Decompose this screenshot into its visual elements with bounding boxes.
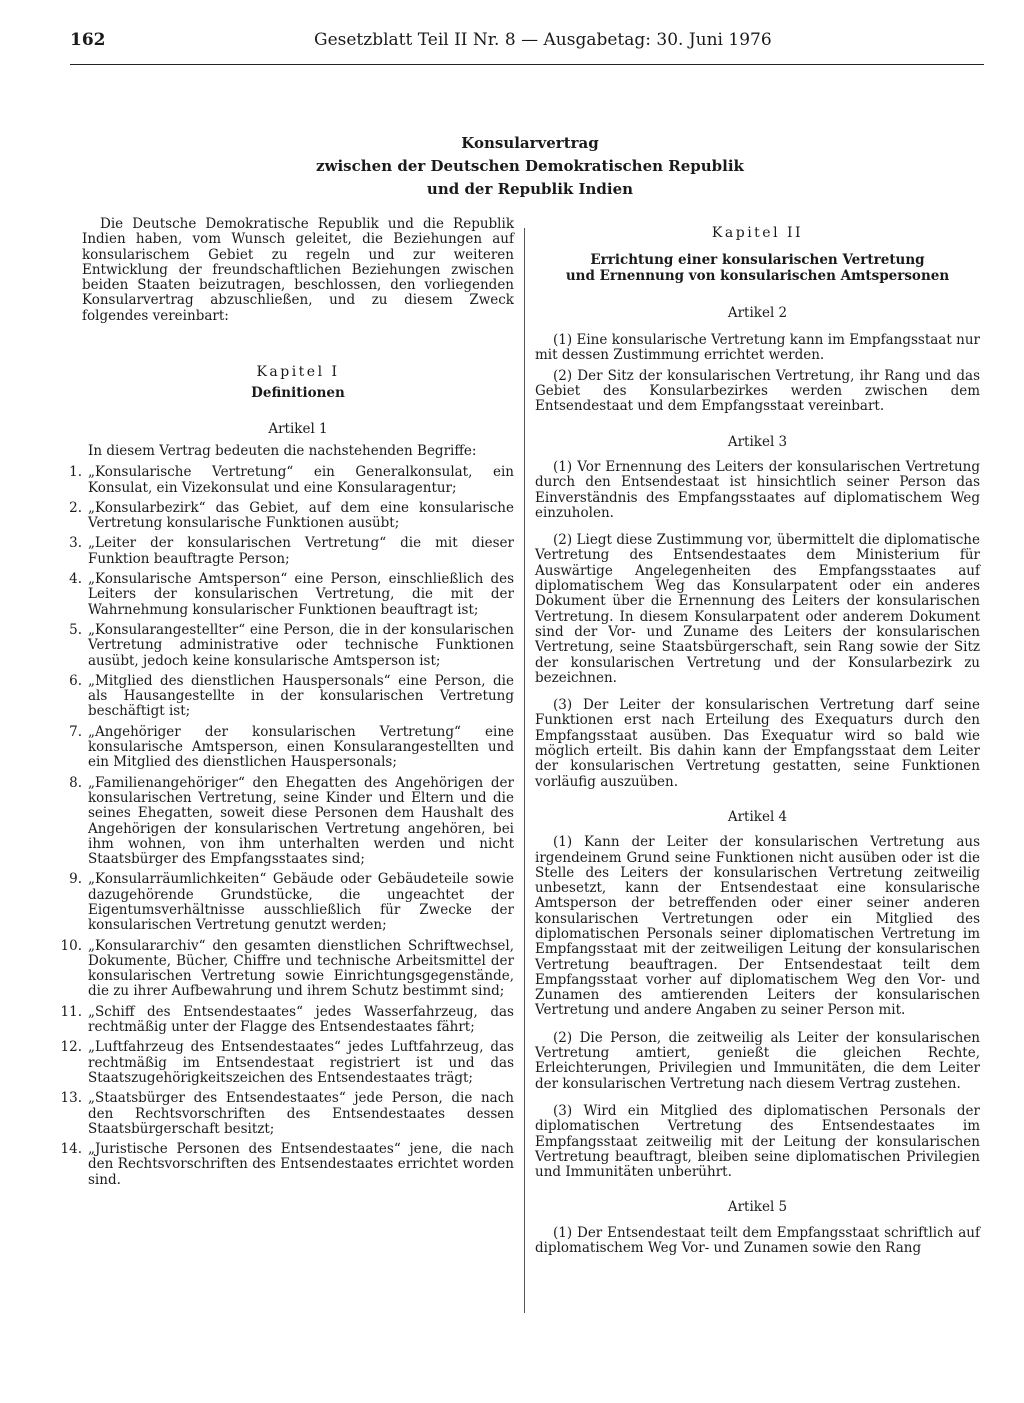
definition-number: 3. (69, 535, 82, 552)
definition-item (69, 621, 514, 669)
title-line-3: und der Republik Indien (426, 180, 634, 198)
running-title: Gesetzblatt Teil II Nr. 8 — Ausgabetag: 30. Juni 1976 (314, 30, 772, 50)
definition-item (60, 1039, 514, 1086)
definition-text: „Familienangehöriger“ den Ehegatten des Angehörigen der konsularischen Vertretung, seine Kinder und Eltern und die seines Ehegatten, soweit diese Personen dem Haushalt des Angehörigen der konsularischen Vertretung angehören, bei ihm wohnen, von ihm unterhalten werden und nicht Staatsbürger des Empfangsstaates sind; (88, 774, 514, 868)
title-line-2: zwischen der Deutschen Demokratischen Republik (316, 157, 744, 175)
article-3-para-2: (2) Liegt diese Zustimmung vor, übermittelt die diplomatische Vertretung des Entsendestaates dem Ministerium für Auswärtige Angelegenheiten des Empfangsstaates auf diplomatischem Weg das Konsularpatent oder ein anderes Dokument über die Ernennung des Leiters der konsularischen Vertretung. In diesem Konsularpatent oder anderem Dokument sind der Vor- und Zuname des Leiters der konsularischen Vertretung, seine Staatsbürgerschaft, sein Rang sowie der Sitz der konsularischen Vertretung und der Konsularbezirk zu bezeichnen. (535, 532, 980, 686)
definition-item (69, 499, 514, 532)
article-2-para-2: (2) Der Sitz der konsularischen Vertretung, ihr Rang und das Gebiet des Konsularbezirkes werden zwischen dem Entsendestaat und dem Empfangsstaat vereinbart. (535, 367, 980, 415)
definition-number: 2. (69, 499, 82, 516)
definition-number: 7. (69, 723, 82, 740)
definition-number: 9. (69, 871, 82, 888)
definition-item (69, 672, 514, 720)
article-5-heading: Artikel 5 (727, 1199, 788, 1216)
definition-item (60, 937, 514, 1000)
title-line-1: Konsularvertrag (461, 134, 599, 152)
article-2-para-1: (1) Eine konsularische Vertretung kann im Empfangsstaat nur mit dessen Zustimmung errichtet werden. (535, 332, 980, 364)
definition-item (60, 1090, 514, 1137)
definitions-list (60, 464, 514, 1188)
chapter-2-label: Kapitel II (711, 225, 804, 241)
article-5-para-1: (1) Der Entsendestaat teilt dem Empfangsstaat schriftlich auf diplomatischem Weg Vor- und Zunamen sowie den Rang (535, 1224, 980, 1257)
page-number: 162 (70, 30, 106, 50)
article-3-para-3: (3) Der Leiter der konsularischen Vertretung darf seine Funktionen erst nach Erteilung des Exequaturs durch den Empfangsstaat ausüben. Das Exequatur wird so bald wie möglich erteilt. Bis dahin kann der Empfangsstaat dem Leiter der konsularischen Vertretung gestatten, seine Funktionen vorläufig auszuüben. (535, 697, 980, 790)
article-2-heading: Artikel 2 (727, 304, 788, 321)
chapter-1-title: Definitionen (251, 385, 345, 402)
definition-item (69, 871, 514, 934)
chapter-2-title-line-1: Errichtung einer konsularischen Vertretung (590, 252, 925, 269)
definition-text: „Staatsbürger des Entsendestaates“ jede Person, die nach den Rechtsvorschriften des Entsendestaates dessen Staatsbürgerschaft besitzt; (88, 1090, 514, 1137)
definition-text: „Konsularräumlichkeiten“ Gebäude oder Gebäudeteile sowie dazugehörende Grundstücke, die ungeachtet der Eigentumsverhältnisse ausschließlich für Zwecke der konsularischen Vertretung genutzt werden; (88, 871, 514, 934)
article-4-heading: Artikel 4 (727, 808, 788, 825)
definition-number: 11. (60, 1003, 82, 1020)
definition-text: „Konsularische Vertretung“ ein Generalkonsulat, ein Konsulat, ein Vizekonsulat und eine Konsularagentur; (88, 464, 514, 496)
definition-number: 14. (60, 1141, 82, 1158)
definition-number: 4. (69, 571, 82, 588)
preamble-block (82, 217, 514, 324)
definition-number: 1. (69, 464, 82, 481)
right-column (535, 226, 980, 1256)
definition-number: 5. (69, 621, 82, 638)
article-3-heading: Artikel 3 (727, 433, 788, 450)
definition-number: 12. (60, 1039, 82, 1056)
definition-number: 8. (69, 774, 82, 791)
definition-item (69, 535, 514, 567)
document-title (300, 132, 760, 201)
definition-item (69, 464, 514, 496)
definition-item (60, 1141, 514, 1188)
left-column (60, 216, 514, 1193)
definition-text: „Angehöriger der konsularischen Vertretung“ eine konsularische Amtsperson, einen Konsularangestellten und ein Mitglied des dienstlichen Hauspersonals; (88, 723, 514, 771)
article-1-heading: Artikel 1 (268, 420, 328, 437)
page-header (70, 30, 984, 65)
article-4-para-2: (2) Die Person, die zeitweilig als Leiter der konsularischen Vertretung amtiert, genießt die gleichen Rechte, Erleichterungen, Privilegien und Immunitäten, die dem Leiter der konsularischen Vertretung nach diesem Vertrag zustehen. (535, 1029, 980, 1092)
definition-text: „Schiff des Entsendestaates“ jedes Wasserfahrzeug, das rechtmäßig unter der Flagge des Entsendestaates fährt; (88, 1003, 514, 1036)
definition-number: 6. (69, 672, 82, 689)
definition-item (69, 571, 514, 618)
definition-number: 13. (60, 1090, 82, 1107)
definition-text: „Leiter der konsularischen Vertretung“ die mit dieser Funktion beauftragte Person; (88, 535, 514, 567)
definition-text: „Juristische Personen des Entsendestaates“ jene, die nach den Rechtsvorschriften des Entsendestaates errichtet worden sind. (88, 1141, 514, 1188)
definition-text: „Konsulararchiv“ den gesamten dienstlichen Schriftwechsel, Dokumente, Bücher, Chiffre und technische Arbeitsmittel der konsularischen Vertretung sowie Einrichtungsgegenstände, die zu ihrer Aufbewahrung und ihrem Schutz bestimmt sind; (88, 937, 514, 1000)
preamble: Die Deutsche Demokratische Republik und die Republik Indien haben, vom Wunsch geleitet, die Beziehungen auf konsularischem Gebiet zu regeln und zur weiteren Entwicklung der freundschaftlichen Beziehungen zwischen beiden Staaten beizutragen, beschlossen, den vorliegenden Konsularvertrag abzuschließen, und zu diesem Zweck folgendes vereinbart: (82, 216, 514, 324)
column-divider (524, 228, 525, 1313)
definition-text: „Mitglied des dienstlichen Hauspersonals“ eine Person, die als Hausangestellte in der konsularischen Vertretung beschäftigt ist; (88, 672, 514, 720)
article-3-para-1: (1) Vor Ernennung des Leiters der konsularischen Vertretung durch den Entsendestaat ist hinsichtlich seiner Person das Einverständnis des Empfangsstaates auf diplomatischem Weg einzuholen. (535, 458, 980, 521)
chapter-2-title-line-2: und Ernennung von konsularischen Amtspersonen (565, 267, 950, 284)
definition-number: 10. (60, 937, 82, 954)
article-4-para-3: (3) Wird ein Mitglied des diplomatischen Personals der diplomatischen Vertretung des Entsendestaates im Empfangsstaat zeitweilig mit der Leitung der konsularischen Vertretung beauftragt, bleiben seine diplomatischen Privilegien und Immunitäten unberührt. (535, 1102, 980, 1181)
chapter-1-label: Kapitel I (256, 364, 340, 381)
definition-text: „Konsularangestellter“ eine Person, die in der konsularischen Vertretung administrative oder technische Funktionen ausübt, jedoch keine konsularische Amtsperson ist; (88, 621, 514, 669)
definition-text: „Konsularische Amtsperson“ eine Person, einschließlich des Leiters der konsularischen Vertretung, die mit der Wahrnehmung konsularischer Funktionen beauftragt ist; (88, 571, 514, 618)
definition-text: „Konsularbezirk“ das Gebiet, auf dem eine konsularische Vertretung konsularische Funktionen ausübt; (88, 499, 514, 532)
definition-item (69, 723, 514, 771)
article-4-para-1: (1) Kann der Leiter der konsularischen Vertretung aus irgendeinem Grund seine Funktionen nicht ausüben oder ist die Stelle des Leiters der konsularischen Vertretung zeitweilig unbesetzt, kann der Entsendestaat eine konsularische Amtsperson der betreffenden oder einer seiner anderen konsularischen Vertretungen oder ein Mitglied des diplomatischen Personals seiner diplomatischen Vertretung im Empfangsstaat mit der zeitweiligen Leitung der konsularischen Vertretung beauftragen. Der Entsendestaat teilt dem Empfangsstaat vorher auf diplomatischem Weg den Vor- und Zunamen des amtierenden Leiters der konsularischen Vertretung und andere Angaben zu seiner Person mit. (535, 834, 980, 1019)
definition-text: „Luftfahrzeug des Entsendestaates“ jedes Luftfahrzeug, das rechtmäßig im Entsendestaat registriert ist und das Staatszugehörigkeitszeichen des Entsendestaates trägt; (88, 1039, 514, 1086)
definition-item (60, 1003, 514, 1036)
definition-item (69, 774, 514, 868)
article-1-lead: In diesem Vertrag bedeuten die nachstehenden Begriffe: (88, 442, 477, 459)
